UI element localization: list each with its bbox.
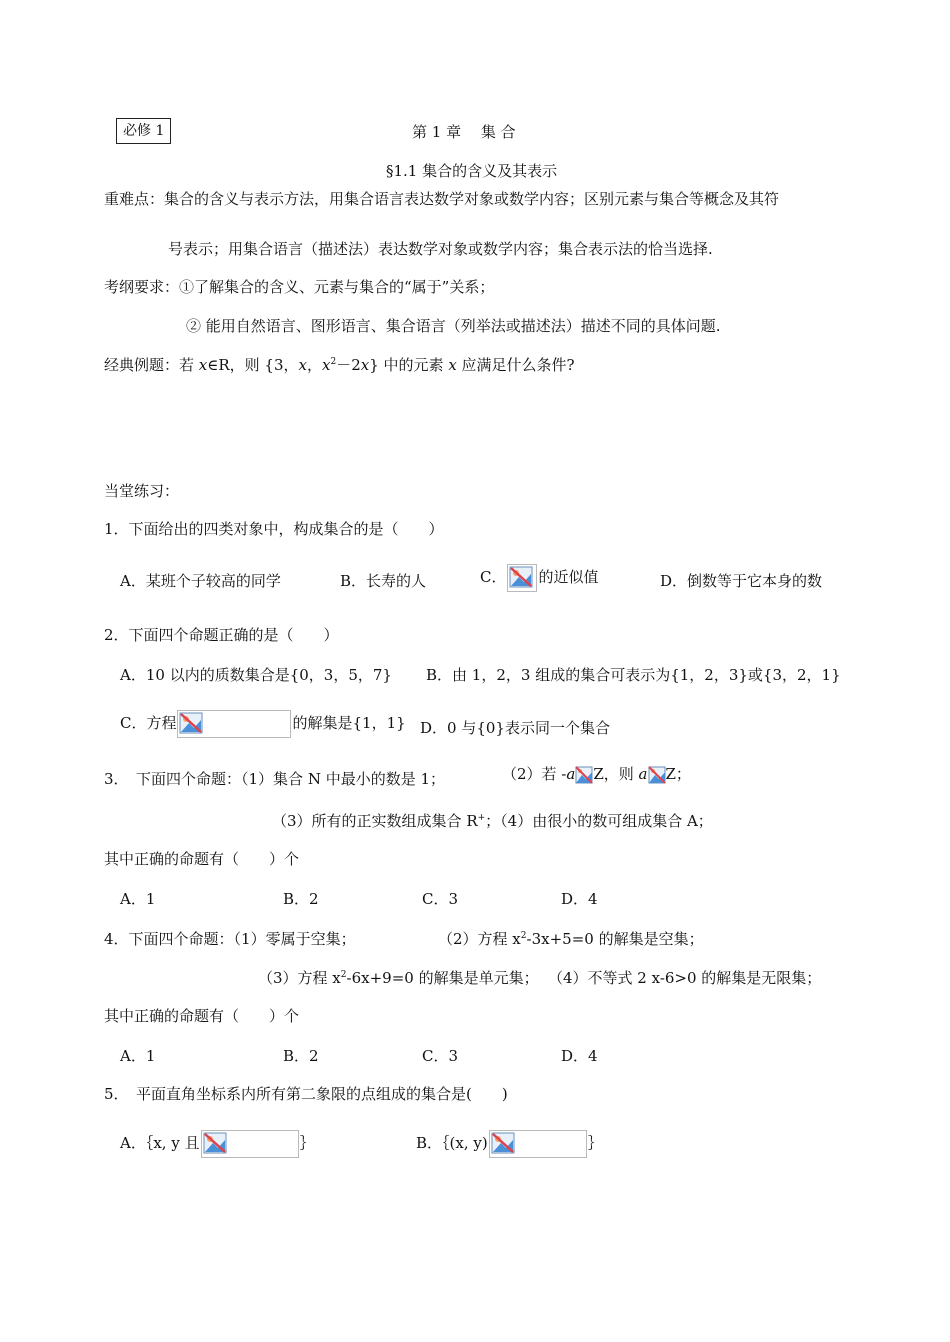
option-label: B．｛(x, y) — [416, 1134, 488, 1152]
q3-option-a: A．1 — [120, 890, 156, 908]
prop-text: -6x+9=0 的解集是单元集； — [346, 969, 539, 987]
prop-text: ；（4）由很小的数可组成集合 A； — [485, 812, 713, 830]
difficulty-line-1: 重难点：集合的含义与表示方法，用集合语言表达数学对象或数学内容；区别元素与集合等概念及其符 — [104, 190, 780, 208]
q5-stem: 5． 平面直角坐标系内所有第二象限的点组成的集合是( ) — [104, 1085, 508, 1103]
requirements-line-1: 考纲要求：①了解集合的含义、元素与集合的“属于”关系； — [104, 278, 495, 296]
difficulty-line-2: 号表示；用集合语言（描述法）表达数学对象或数学内容；集合表示法的恰当选择. — [168, 240, 713, 258]
prop-text: （2）方程 x — [438, 930, 521, 948]
q2-option-b: B．由 1，2，3 组成的集合可表示为{1，2，3}或{3，2，1} — [426, 666, 841, 684]
option-text: 的近似值 — [538, 568, 599, 586]
q3-option-b: B．2 — [283, 890, 319, 908]
superscript: + — [477, 813, 486, 823]
example-text: ∈R，则 {3， — [207, 356, 299, 374]
option-label: C． — [480, 568, 507, 586]
example-text: } 中的元素 — [369, 356, 449, 374]
q4-proposition-4: （4）不等式 2 x-6>0 的解集是无限集； — [548, 969, 822, 987]
option-text: ｝ — [299, 1134, 315, 1152]
prop-text: Z，则 — [593, 765, 639, 783]
requirements-line-2: ② 能用自然语言、图形语言、集合语言（列举法或描述法）描述不同的具体问题. — [186, 317, 721, 335]
example-text: 应满足什么条件? — [456, 356, 575, 374]
prop-text: （3）所有的正实数组成集合 R — [272, 812, 478, 830]
example-text: －2 — [336, 356, 361, 374]
q4-proposition-1: 4．下面四个命题：（1）零属于空集； — [104, 930, 356, 948]
option-text: 的解集是{1，1} — [292, 714, 406, 732]
q1-option-c — [480, 564, 599, 592]
var-x: x — [322, 356, 331, 374]
q1-stem: 1．下面给出的四类对象中，构成集合的是（ ） — [104, 520, 444, 538]
var-x: x — [448, 356, 457, 374]
prop-text: -3x+5=0 的解集是空集； — [526, 930, 704, 948]
broken-image-icon — [507, 564, 537, 592]
option-label: A．｛x, y 且 — [120, 1134, 200, 1152]
q3-option-c: C．3 — [422, 890, 459, 908]
chapter-title: 第 1 章 集 合 — [412, 123, 516, 141]
broken-image-icon — [177, 710, 291, 738]
var-x: x — [360, 356, 370, 374]
prop-text: Z； — [665, 765, 691, 783]
broken-image-icon — [575, 766, 593, 784]
q4-option-d: D．4 — [561, 1047, 598, 1065]
q3-option-d: D．4 — [561, 890, 598, 908]
example-text: ， — [306, 356, 322, 374]
option-text: ｝ — [587, 1134, 603, 1152]
q4-ask: 其中正确的命题有（ ）个 — [104, 1007, 300, 1025]
q1-option-d: D．倒数等于它本身的数 — [660, 572, 823, 590]
q2-stem: 2．下面四个命题正确的是（ ） — [104, 626, 339, 644]
q4-option-c: C．3 — [422, 1047, 459, 1065]
prop-text: （3）方程 x — [258, 969, 341, 987]
q4-option-a: A．1 — [120, 1047, 156, 1065]
q2-option-a: A．10 以内的质数集合是{0，3，5，7} — [120, 666, 392, 684]
practice-title: 当堂练习： — [104, 482, 180, 500]
q3-propositions-3-4 — [272, 810, 713, 831]
course-badge: 必修 1 — [116, 118, 171, 144]
superscript: 2 — [520, 931, 527, 941]
q3-ask: 其中正确的命题有（ ）个 — [104, 850, 300, 868]
q1-option-b: B．长寿的人 — [340, 572, 427, 590]
var-a: a — [638, 765, 648, 783]
broken-image-icon — [201, 1130, 299, 1158]
section-title: §1.1 集合的含义及其表示 — [386, 162, 558, 180]
var-a: a — [566, 765, 576, 783]
q1-option-a: A．某班个子较高的同学 — [120, 572, 281, 590]
superscript: 2 — [340, 970, 347, 980]
q3-number: 3． — [104, 770, 129, 788]
q5-option-b — [416, 1130, 603, 1158]
var-x: x — [298, 356, 307, 374]
q3-proposition-2 — [502, 763, 691, 784]
var-x: x — [198, 356, 208, 374]
q4-proposition-2 — [438, 928, 704, 949]
q2-option-c — [120, 710, 406, 738]
q4-option-b: B．2 — [283, 1047, 319, 1065]
q5-option-a — [120, 1130, 315, 1158]
exponent: 2 — [330, 357, 337, 367]
q4-proposition-3 — [258, 967, 539, 988]
broken-image-icon — [489, 1130, 587, 1158]
example-text: 经典例题：若 — [104, 356, 199, 374]
q3-proposition-1: 下面四个命题：（1）集合 N 中最小的数是 1； — [136, 770, 446, 788]
broken-image-icon — [648, 766, 666, 784]
prop-text: （2）若 - — [502, 765, 567, 783]
example-problem — [104, 354, 575, 375]
option-label: C．方程 — [120, 714, 177, 732]
q2-option-d: D．0 与{0}表示同一个集合 — [420, 719, 610, 737]
